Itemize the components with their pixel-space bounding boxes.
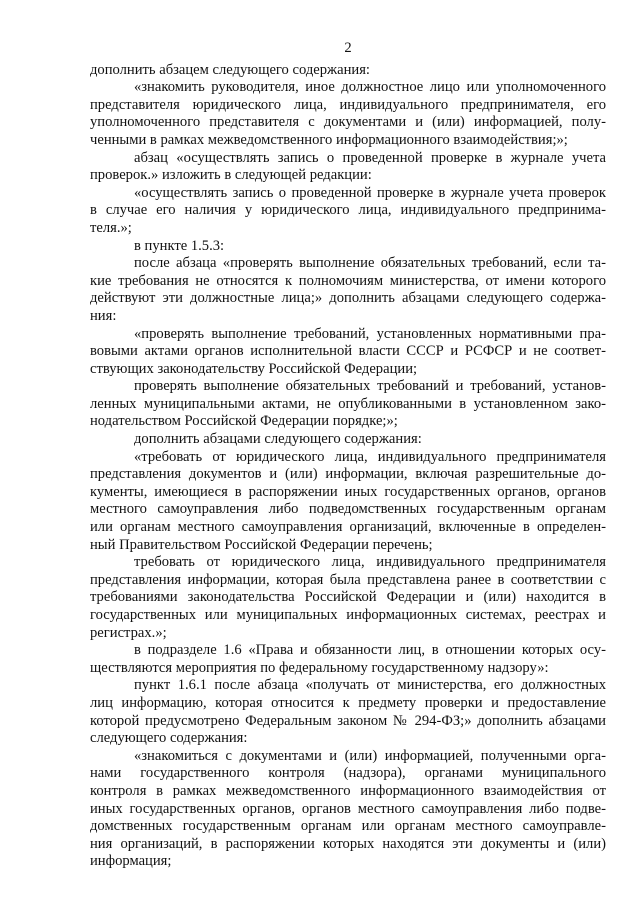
- text-line: «проверять выполнение требований, установленных нормативными пра-: [134, 325, 606, 342]
- text-line: нодательством Российской Федерации порядке;»;: [90, 413, 398, 430]
- text-line: ния:: [90, 307, 117, 324]
- text-line: «осуществлять запись о проведенной проверке в журнале учета проверок: [134, 184, 606, 201]
- text-line: ный Правительством Российской Федерации перечень;: [90, 536, 433, 553]
- text-line: вовыми актами органов исполнительной власти СССР и РСФСР и не соответ-: [90, 343, 606, 360]
- text-line: уполномоченного представителя с документами и (или) информацией, полу-: [90, 114, 606, 131]
- text-line: «знакомиться с документами и (или) информацией, полученными орга-: [134, 747, 606, 764]
- text-line: кие требования не относятся к полномочиям министерства, от имени которого: [90, 272, 606, 289]
- text-line: требовать от юридического лица, индивидуального предпринимателя: [134, 554, 606, 571]
- paragraph: [90, 326, 606, 379]
- text-line: информация;: [90, 853, 172, 870]
- text-line: проверять выполнение обязательных требований и требований, установ-: [134, 378, 606, 395]
- paragraph: [90, 238, 606, 256]
- text-line: иных государственных органов, органов местного самоуправления либо подве-: [90, 800, 606, 817]
- paragraph: [90, 748, 606, 871]
- text-line: дополнить абзацами следующего содержания:: [134, 431, 422, 448]
- paragraph: [90, 62, 606, 80]
- text-line: представителя юридического лица, индивидуального предпринимателя, его: [90, 96, 606, 113]
- text-line: ществляются мероприятия по федеральному государственному надзору»:: [90, 659, 549, 676]
- page-number: 2: [344, 40, 352, 56]
- text-line: пункт 1.6.1 после абзаца «получать от министерства, его должностных: [134, 677, 606, 694]
- text-line: ченными в рамках межведомственного информационного взаимодействия;»;: [90, 131, 568, 148]
- text-line: ленных муниципальными актами, не опубликованными в установленном зако-: [90, 395, 606, 412]
- text-line: представления информации, которая была представлена ранее в соответствии с: [90, 571, 606, 588]
- text-line: дополнить абзацем следующего содержания:: [90, 61, 370, 78]
- paragraph: [90, 449, 606, 555]
- paragraph: [90, 431, 606, 449]
- text-line: действуют эти должностные лица;» дополнить абзацами следующего содержа-: [90, 290, 606, 307]
- text-line: местного самоуправления либо подведомственных государственным органам: [90, 501, 606, 518]
- text-line: теля.»;: [90, 219, 132, 236]
- text-line: в пункте 1.5.3:: [134, 237, 225, 254]
- paragraph: [90, 378, 606, 431]
- text-line: представления документов и (или) информации, включая разрешительные до-: [90, 466, 606, 483]
- paragraph: [90, 255, 606, 325]
- text-line: следующего содержания:: [90, 730, 248, 747]
- text-line: домственных государственным органам или органам местного самоуправле-: [90, 818, 606, 835]
- text-line: или органам местного самоуправления организаций, включенные в определен-: [90, 519, 606, 536]
- text-line: проверок.» изложить в следующей редакции:: [90, 167, 372, 184]
- text-line: ствующих законодательству Российской Федерации;: [90, 360, 418, 377]
- text-line: «требовать от юридического лица, индивидуального предпринимателя: [134, 448, 606, 465]
- text-line: после абзаца «проверять выполнение обязательных требований, если та-: [134, 255, 606, 272]
- text-line: контроля в рамках межведомственного информационного взаимодействия от: [90, 782, 606, 799]
- text-line: «знакомить руководителя, иное должностное лицо или уполномоченного: [134, 79, 606, 96]
- text-line: требованиями законодательства Российской Федерации и (или) находится в: [90, 589, 606, 606]
- text-line: кументы, имеющиеся в распоряжении иных государственных органов, органов: [90, 483, 606, 500]
- text-line: государственных или муниципальных информационных системах, реестрах и: [90, 607, 606, 623]
- text-line: которой предусмотрено Федеральным законом № 294-ФЗ;» дополнить абзацами: [90, 712, 606, 729]
- document-body: [90, 62, 606, 871]
- paragraph: [90, 642, 606, 677]
- paragraph: [90, 79, 606, 149]
- text-line: в случае его наличия у юридического лица, индивидуального предпринима-: [90, 202, 606, 219]
- paragraph: [90, 150, 606, 185]
- text-line: лиц информацию, которая относится к предмету проверки и предоставление: [90, 694, 606, 711]
- text-line: ния организаций, в распоряжении которых находятся эти документы и (или): [90, 835, 606, 852]
- text-line: нами государственного контроля (надзора), органами муниципального: [90, 765, 606, 782]
- text-line: абзац «осуществлять запись о проведенной проверке в журнале учета: [134, 149, 606, 166]
- paragraph: [90, 554, 606, 642]
- text-line: в подразделе 1.6 «Права и обязанности лиц, в отношении которых осу-: [134, 642, 606, 659]
- text-line: регистрах.»;: [90, 624, 167, 641]
- paragraph: [90, 677, 606, 747]
- paragraph: [90, 185, 606, 238]
